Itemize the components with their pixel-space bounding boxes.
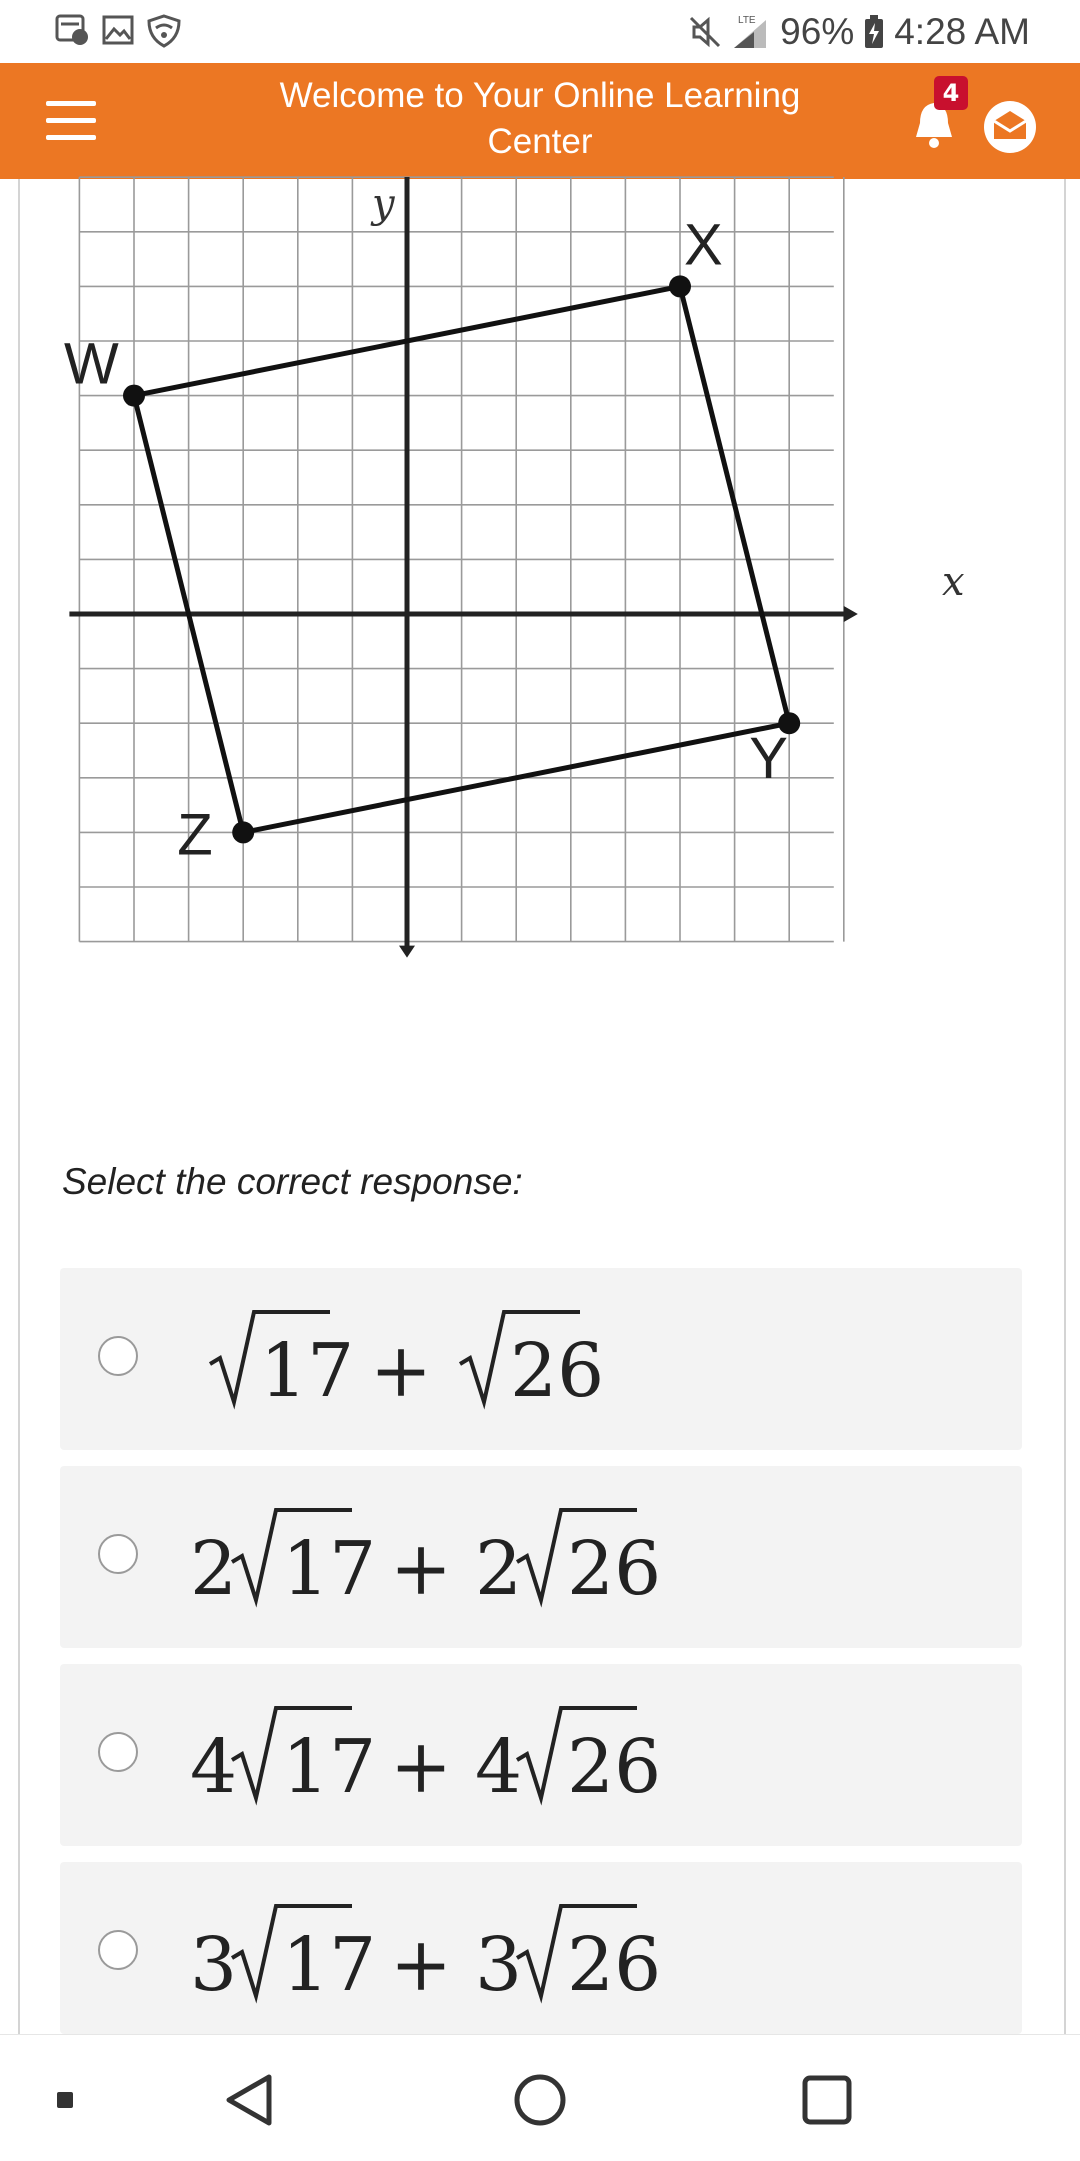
answer-option-3[interactable] [60,1664,1022,1846]
radicand-a: 17 [282,1724,377,1810]
vertex-label-z: Z [177,802,213,868]
back-icon[interactable] [215,2065,285,2135]
app-header [0,63,1080,179]
plus-sign: + [390,1724,453,1810]
hamburger-menu-icon[interactable] [46,101,96,141]
option-1-expression [210,1306,650,1416]
shield-wifi-icon [146,14,182,48]
coefficient-a: 3 [190,1922,238,2008]
header-title-line2: Center [487,122,593,161]
recent-dot-icon[interactable] [30,2065,100,2135]
option-3-expression [190,1702,710,1812]
answer-option-2[interactable] [60,1466,1022,1648]
option-2-expression [190,1504,710,1614]
clock: 4:28 AM [894,11,1030,52]
signal-icon [732,14,770,50]
radicand-a: 17 [260,1328,355,1414]
y-axis-label: y [372,181,395,227]
question-card [18,179,1066,2034]
status-right [688,8,1030,56]
x-axis-arrow [844,606,858,622]
vertex-label-y: Y [749,726,788,792]
answer-option-4[interactable] [60,1862,1022,2034]
coefficient-a: 2 [190,1526,238,1612]
vertex-point-x [669,275,691,297]
header-title [230,73,850,165]
notification-badge: 4 [934,76,968,110]
image-icon [102,14,134,46]
plus-sign: + [390,1526,453,1612]
plus-sign: + [370,1328,433,1414]
y-axis-arrow [399,946,415,958]
status-bar [0,0,1080,63]
radio-button[interactable] [98,1336,138,1376]
radicand-b: 26 [567,1526,662,1612]
battery-percent: 96% [780,11,855,52]
x-axis-label: x [942,559,965,605]
vertex-point-w [123,385,145,407]
coordinate-graph [64,177,1020,1067]
home-icon[interactable] [505,2065,575,2135]
option-4-expression [190,1900,710,2010]
coefficient-b: 2 [475,1526,523,1612]
radicand-b: 26 [510,1328,605,1414]
coefficient-b: 3 [475,1922,523,2008]
coefficient-b: 4 [475,1724,523,1810]
coefficient-a: 4 [190,1724,238,1810]
plus-sign: + [390,1922,453,2008]
response-prompt: Select the correct response: [62,1161,523,1202]
radicand-a: 17 [282,1526,377,1612]
quadrilateral-wxyz [64,212,800,867]
radicand-b: 26 [567,1724,662,1810]
notification-icon [56,14,90,46]
radio-button[interactable] [98,1534,138,1574]
status-left-icons [56,14,182,48]
mail-icon[interactable] [982,99,1038,155]
vertex-point-z [232,821,254,843]
battery-charging-icon [864,15,884,49]
answer-option-1[interactable] [60,1268,1022,1450]
radicand-a: 17 [282,1922,377,2008]
radio-button[interactable] [98,1930,138,1970]
radicand-b: 26 [567,1922,662,2008]
vertex-label-w: W [64,331,119,397]
vertex-label-x: X [684,212,723,278]
radio-button[interactable] [98,1732,138,1772]
overview-icon[interactable] [792,2065,862,2135]
svg-text:LTE: LTE [738,15,756,26]
mute-icon [688,15,722,49]
header-title-line1: Welcome to Your Online Learning [279,76,801,115]
android-nav-bar [0,2034,1080,2161]
